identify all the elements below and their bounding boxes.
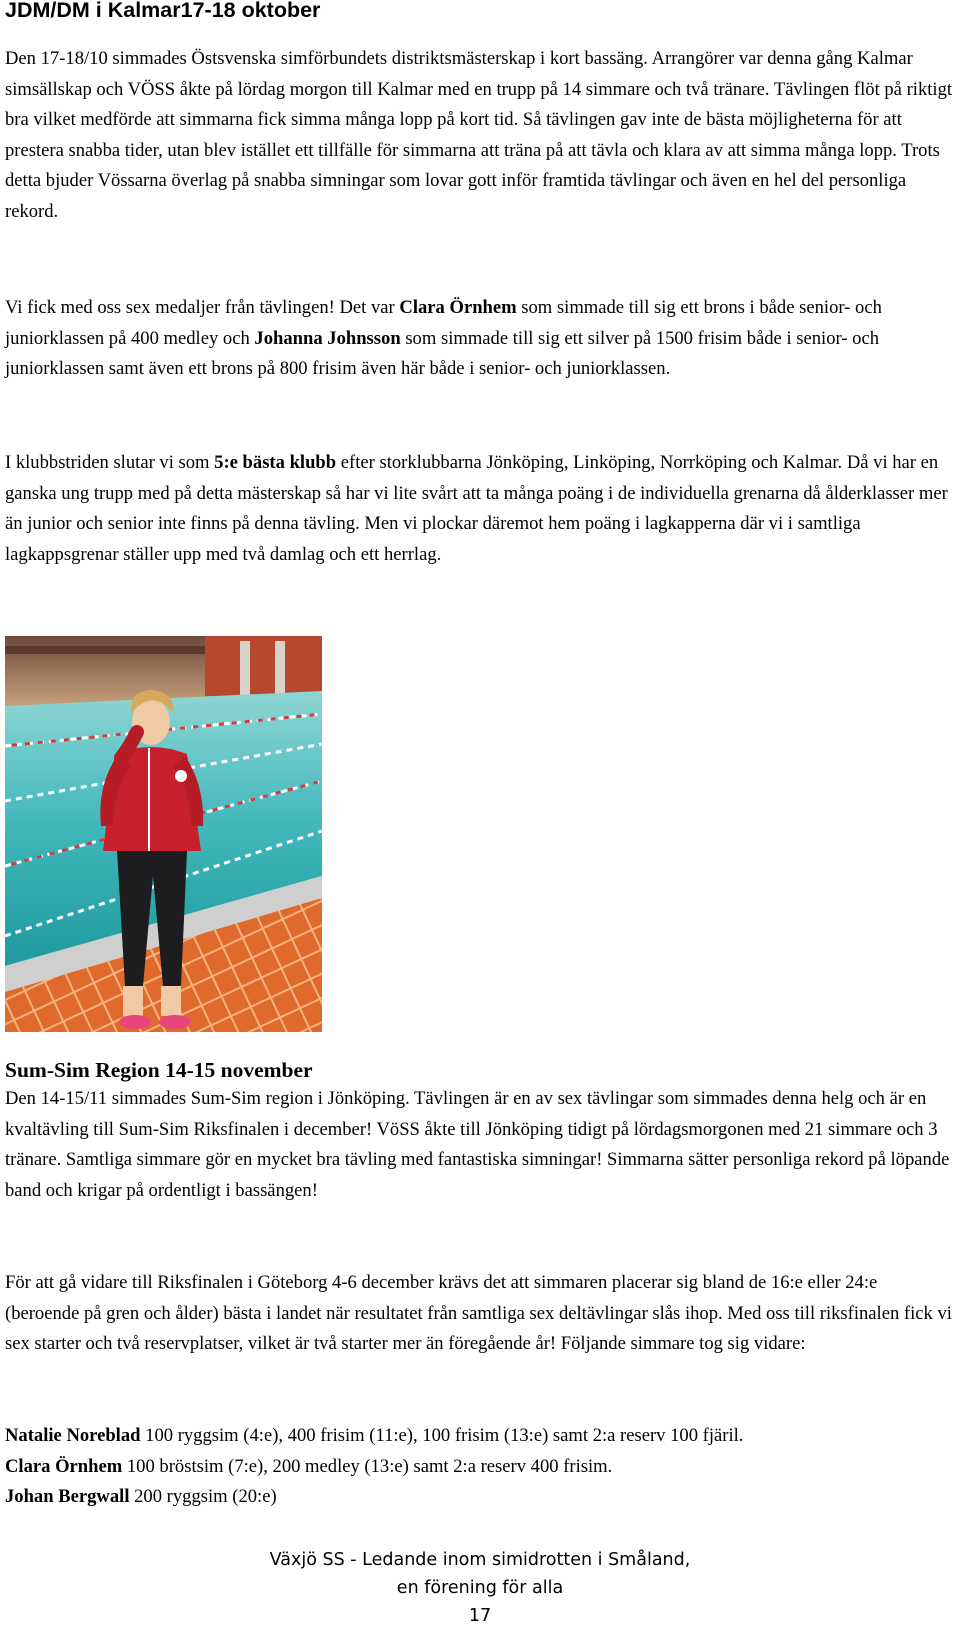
text-run: som simmade till sig ett silver på 1500 frisim både i senior- och juniorklassen samt även ett brons på 800 frisim även här både i senior- och juniorklassen. <box>5 327 880 379</box>
list-item <box>5 1421 955 1452</box>
athlete-name: Clara Örnhem <box>399 297 517 318</box>
paragraph-jdm-club <box>5 448 955 570</box>
result-text: 100 ryggsim (4:e), 400 frisim (11:e), 100 frisim (13:e) samt 2:a reserv 100 fjäril. <box>140 1425 744 1446</box>
paragraph-sumsim-qualify: För att gå vidare till Riksfinalen i Göteborg 4-6 december krävs det att simmaren placerar sig bland de 16:e eller 24:e (beroende på gren och ålder) bästa i landet när resultatet från samtliga sex deltävlingar slås ihop. Med oss till riksfinalen fick vi sex starter och två reservplatser, vilket är två starter mer än föregående år! Följande simmare tog sig vidare: <box>5 1272 952 1354</box>
paragraph-jdm-medals <box>5 293 955 385</box>
result-text: 100 bröstsim (7:e), 200 medley (13:e) samt 2:a reserv 400 frisim. <box>122 1455 613 1477</box>
result-text: 200 ryggsim (20:e) <box>129 1486 277 1507</box>
club-rank: 5:e bästa klubb <box>214 452 337 473</box>
swimmer-photo <box>5 636 322 1032</box>
text-run: som simmade till sig ett brons i både senior- och juniorklassen på 400 medley och <box>5 297 882 349</box>
text-run: I klubbstriden slutar vi som <box>5 452 215 473</box>
paragraph-sumsim-intro: Den 14-15/11 simmades Sum-Sim region i Jönköping. Tävlingen är en av sex tävlingar som simmades denna helg och är en kvaltävling till Sum-Sim Riksfinalen i december! VöSS åkte till Jönköping tidigt på lördagsmorgonen med 21 simmare och 3 tränare. Samtliga simmare gör en mycket bra tävling med fantastiska simningar! Simmarna sätter personliga rekord på löpande band och krigar på ordentligt i bassängen! <box>5 1088 950 1201</box>
page-footer <box>0 1546 960 1630</box>
results-list <box>5 1421 955 1513</box>
section-title-sumsim: Sum-Sim Region 14-15 november <box>5 1058 313 1082</box>
list-item <box>5 1482 955 1513</box>
athlete-name: Johanna Johnsson <box>254 327 401 349</box>
text-run: Vi fick med oss sex medaljer från tävlingen! Det var <box>5 297 400 318</box>
athlete-name: Clara Örnhem <box>5 1455 123 1477</box>
page-number: 17 <box>468 1606 492 1626</box>
athlete-name: Johan Bergwall <box>5 1486 130 1507</box>
footer-line: Växjö SS - Ledande inom simidrotten i Småland, <box>269 1550 691 1570</box>
paragraph-jdm-intro: Den 17-18/10 simmades Östsvenska simförbundets distriktsmästerskap i kort bassäng. Arrangörer var denna gång Kalmar simsällskap och VÖSS åkte på lördag morgon till Kalmar med en trupp på 14 simmare och två tränare. Tävlingen flöt på riktigt bra vilket medförde att simmarna fick simma många lopp på kort tid. Så tävlingen gav inte de bästa möjligheterna för att prestera snabba tider, utan blev istället ett tillfälle för simmarna att träna på att tävla och klara av att simma många lopp. Trots detta bjuder Vössarna överlag på snabba simningar som lovar gott inför framtida tävlingar och även en hel del personliga rekord. <box>5 48 953 222</box>
athlete-name: Natalie Noreblad <box>5 1425 141 1446</box>
footer-line: en förening för alla <box>396 1578 564 1598</box>
list-item <box>5 1452 955 1483</box>
section-title-jdm: JDM/DM i Kalmar17-18 oktober <box>5 0 321 22</box>
text-run: efter storklubbarna Jönköping, Linköping, Norrköping och Kalmar. Då vi har en ganska ung trupp med på detta mästerskap så har vi lite svårt att ta många poäng i de individuella grenarna då ålderklasser mer än junior och senior inte finns på denna tävling. Men vi plockar däremot hem poäng i lagkapperna där vi i samtliga lagkappsgrenar ställer upp med två damlag och ett herrlag. <box>5 452 948 565</box>
